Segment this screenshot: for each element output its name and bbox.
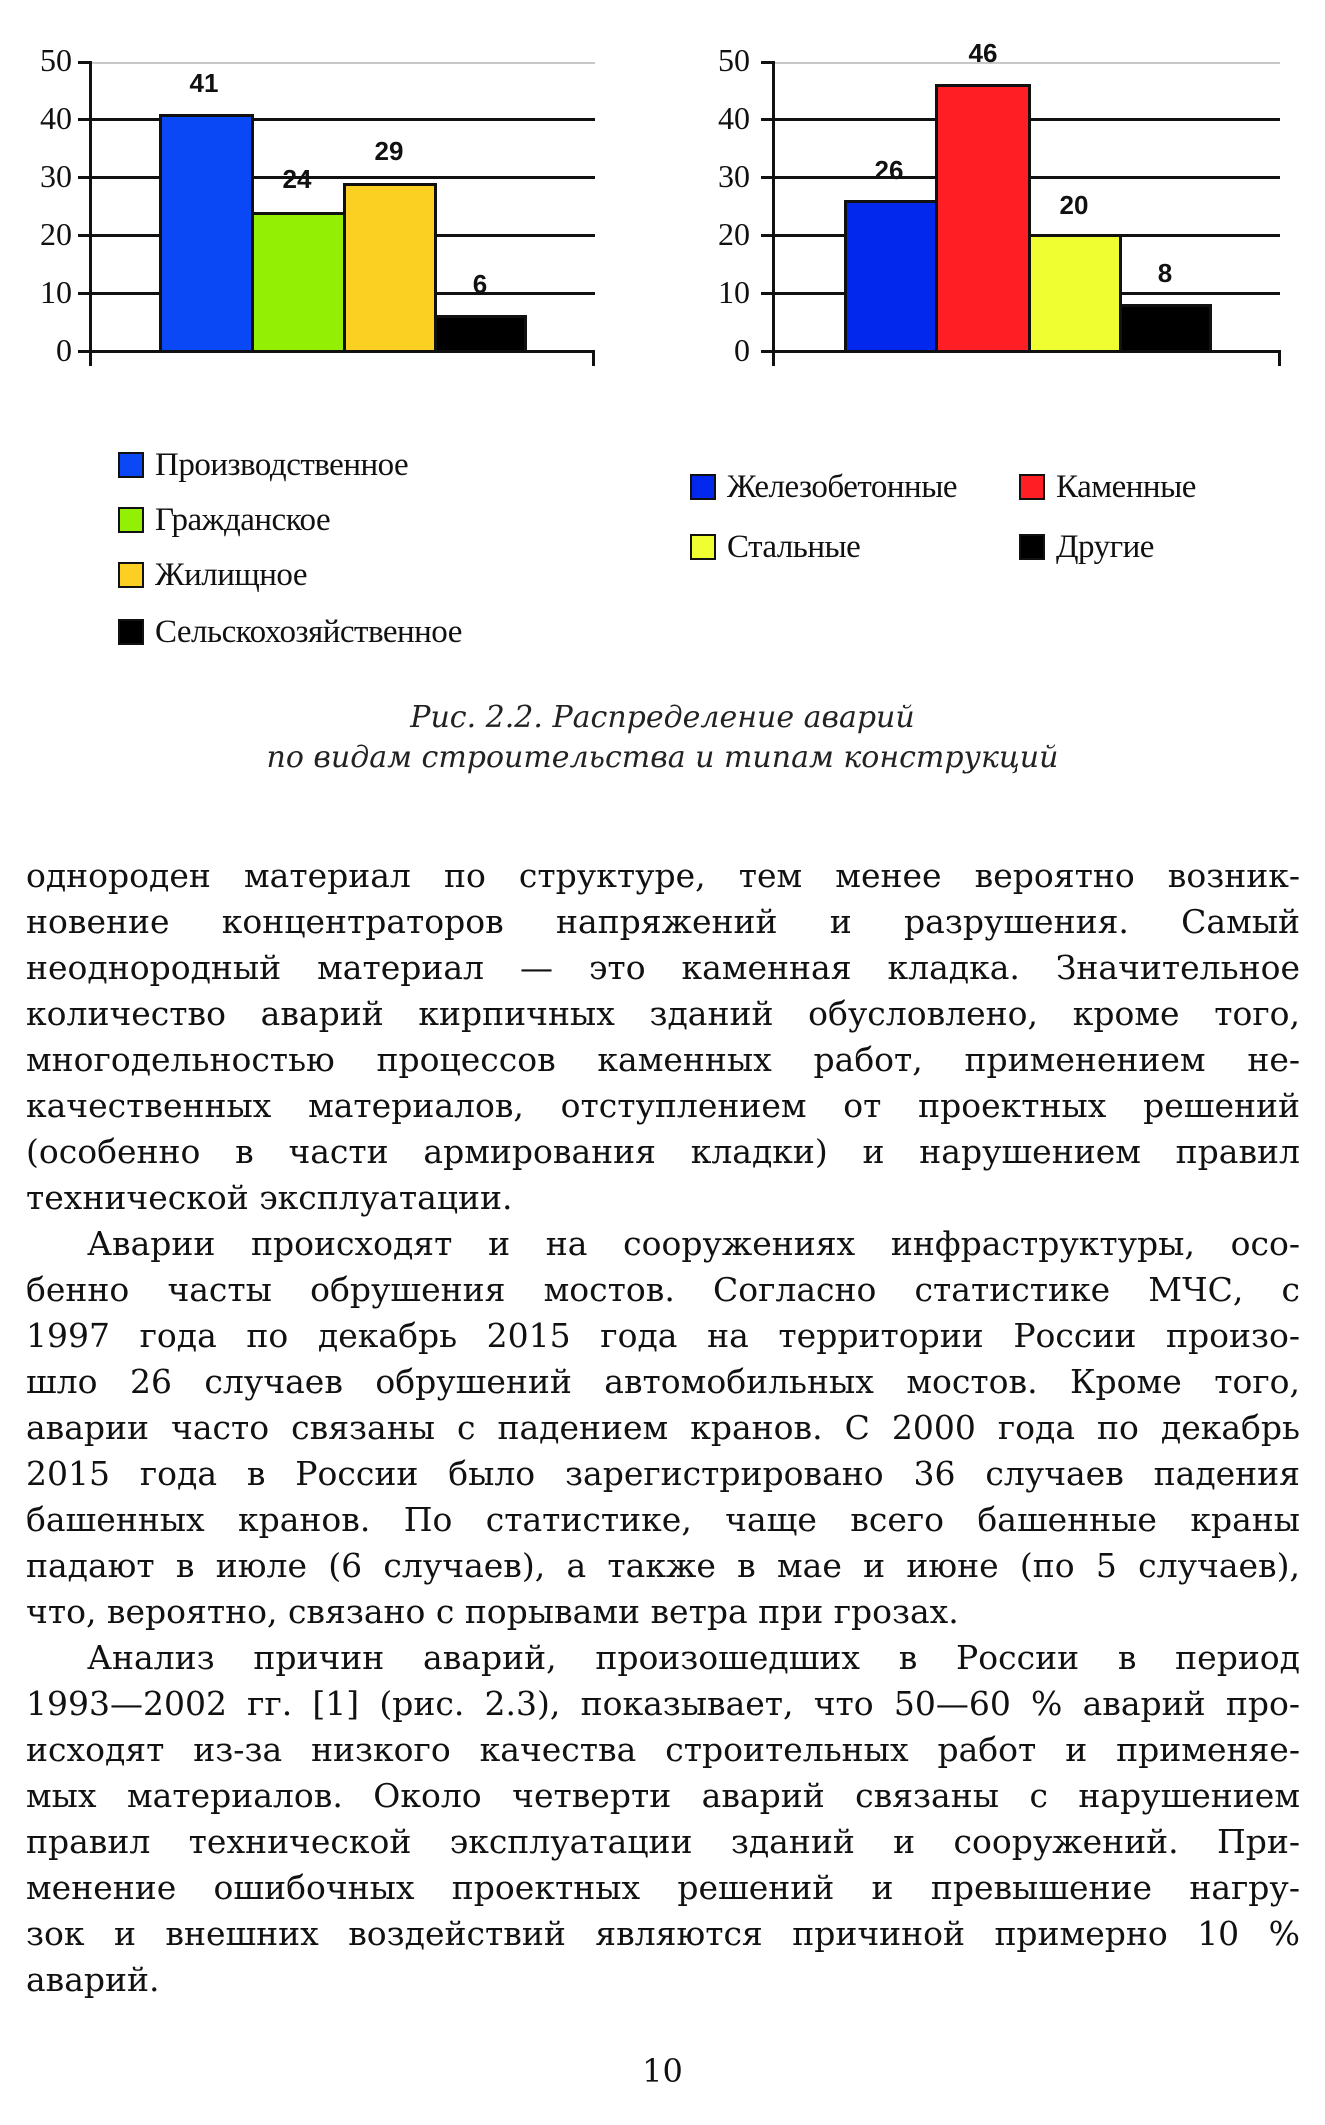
legend-item-masonry: Каменные [1019,467,1196,507]
legend-swatch-blue [118,452,144,478]
text-line: 1993—2002 гг. [1] (рис. 2.3), показывает, что 50—60 % аварий про- [26,1684,1300,1723]
y-tick-50: 50 [40,42,72,78]
text-line: качественных материалов, отступлением от проектных решений [26,1086,1300,1125]
text-line: Аварии происходят и на сооружениях инфраструктуры, осо- [87,1224,1300,1263]
x-axis-end-tick [1278,350,1281,366]
bar-label-steel: 20 [1059,190,1089,220]
legend-item-other: Другие [1019,527,1154,567]
y-tick-40: 40 [718,100,750,136]
legend-swatch-yellow [118,562,144,588]
gridline-40 [78,118,595,121]
text-line: шло 26 случаев обрушений автомобильных мостов. Кроме того, [26,1362,1300,1401]
text-line: башенных кранов. По статистике, чаще всего башенные краны [26,1500,1300,1539]
bar-agricultural [434,315,527,353]
y-tick-30: 30 [718,158,750,194]
text-line: 2015 года в России было зарегистрировано 36 случаев падения [26,1454,1300,1493]
legend-swatch-green [118,507,144,533]
chart-construction-type [0,0,660,400]
text-line: менение ошибочных проектных решений и превышение нагру- [26,1868,1300,1907]
gridline-50 [775,62,1280,64]
bar-label-masonry: 46 [968,38,998,68]
text-line: исходят из-за низкого качества строительных работ и применяе- [26,1730,1300,1769]
x-axis-end-tick [592,350,595,366]
page-number: 10 [642,2052,683,2090]
legend-item-industrial: Производственное [118,445,408,485]
legend-item-steel: Стальные [690,527,860,567]
bar-residential [343,183,437,353]
figure-caption-line-1: Рис. 2.2. Распределение аварий [410,700,915,735]
legend-swatch-yellow [690,534,716,560]
bar-label-other: 8 [1157,258,1173,288]
text-line: новение концентраторов напряжений и разрушения. Самый [26,902,1300,941]
text-line: однороден материал по структуре, тем менее вероятно возник- [26,856,1300,895]
text-line: Анализ причин аварий, произошедших в России в период [87,1638,1300,1677]
text-line: (особенно в части армирования кладки) и нарушением правил [26,1132,1300,1171]
figure-caption-line-2: по видам строительства и типам конструкций [266,740,1059,775]
text-line: правил технической эксплуатации зданий и сооружений. При- [26,1822,1300,1861]
bar-masonry [935,84,1031,353]
bar-other [1119,304,1212,353]
bar-label-agricultural: 6 [472,269,488,299]
text-line: многодельностью процессов каменных работ, применением не- [26,1040,1300,1079]
legend-swatch-blue [690,474,716,500]
bar-label-residential: 29 [374,136,404,166]
gridline-50 [92,62,595,64]
bar-civil [251,212,346,353]
text-line: аварии часто связаны с падением кранов. С 2000 года по декабрь [26,1408,1300,1447]
legend-swatch-black [1019,534,1045,560]
chart-structure-type [660,0,1325,400]
gridline-30 [78,176,595,179]
text-line: количество аварий кирпичных зданий обусловлено, кроме того, [26,994,1300,1033]
y-axis [89,61,92,366]
bar-label-reinforced-concrete: 26 [874,155,904,185]
bar-steel [1028,234,1122,353]
text-line: бенно часты обрушения мостов. Согласно статистике МЧС, с [26,1270,1300,1309]
legend-item-residential: Жилищное [118,555,307,595]
bar-label-industrial: 41 [189,68,219,98]
text-line: падают в июле (6 случаев), а также в мае и июне (по 5 случаев), [26,1546,1300,1585]
text-line: мых материалов. Около четверти аварий связаны с нарушением [26,1776,1300,1815]
y-tick-10: 10 [718,274,750,310]
y-tick-20: 20 [718,216,750,252]
legend-swatch-black [118,619,144,645]
y-axis [772,61,775,366]
bar-reinforced-concrete [844,200,938,353]
text-line: аварий. [26,1960,160,1999]
y-tick-30: 30 [40,158,72,194]
bar-industrial [159,114,254,353]
text-line: зок и внешних воздействий являются причиной примерно 10 % [26,1914,1300,1953]
text-line: неоднородный материал — это каменная кладка. Значительное [26,948,1300,987]
y-tick-0: 0 [734,332,750,368]
legend-item-civil: Гражданское [118,500,330,540]
y-tick-40: 40 [40,100,72,136]
legend-item-agricultural: Сельскохозяйственное [118,612,462,652]
bar-label-civil: 24 [282,164,312,194]
legend-swatch-red [1019,474,1045,500]
text-line: 1997 года по декабрь 2015 года на территории России произо- [26,1316,1300,1355]
y-tick-20: 20 [40,216,72,252]
text-line: технической эксплуатации. [26,1178,513,1217]
legend-item-reinforced-concrete: Железобетонные [690,467,957,507]
y-tick-50: 50 [718,42,750,78]
y-tick-10: 10 [40,274,72,310]
y-tick-0: 0 [56,332,72,368]
text-line: что, вероятно, связано с порывами ветра при грозах. [26,1592,959,1631]
